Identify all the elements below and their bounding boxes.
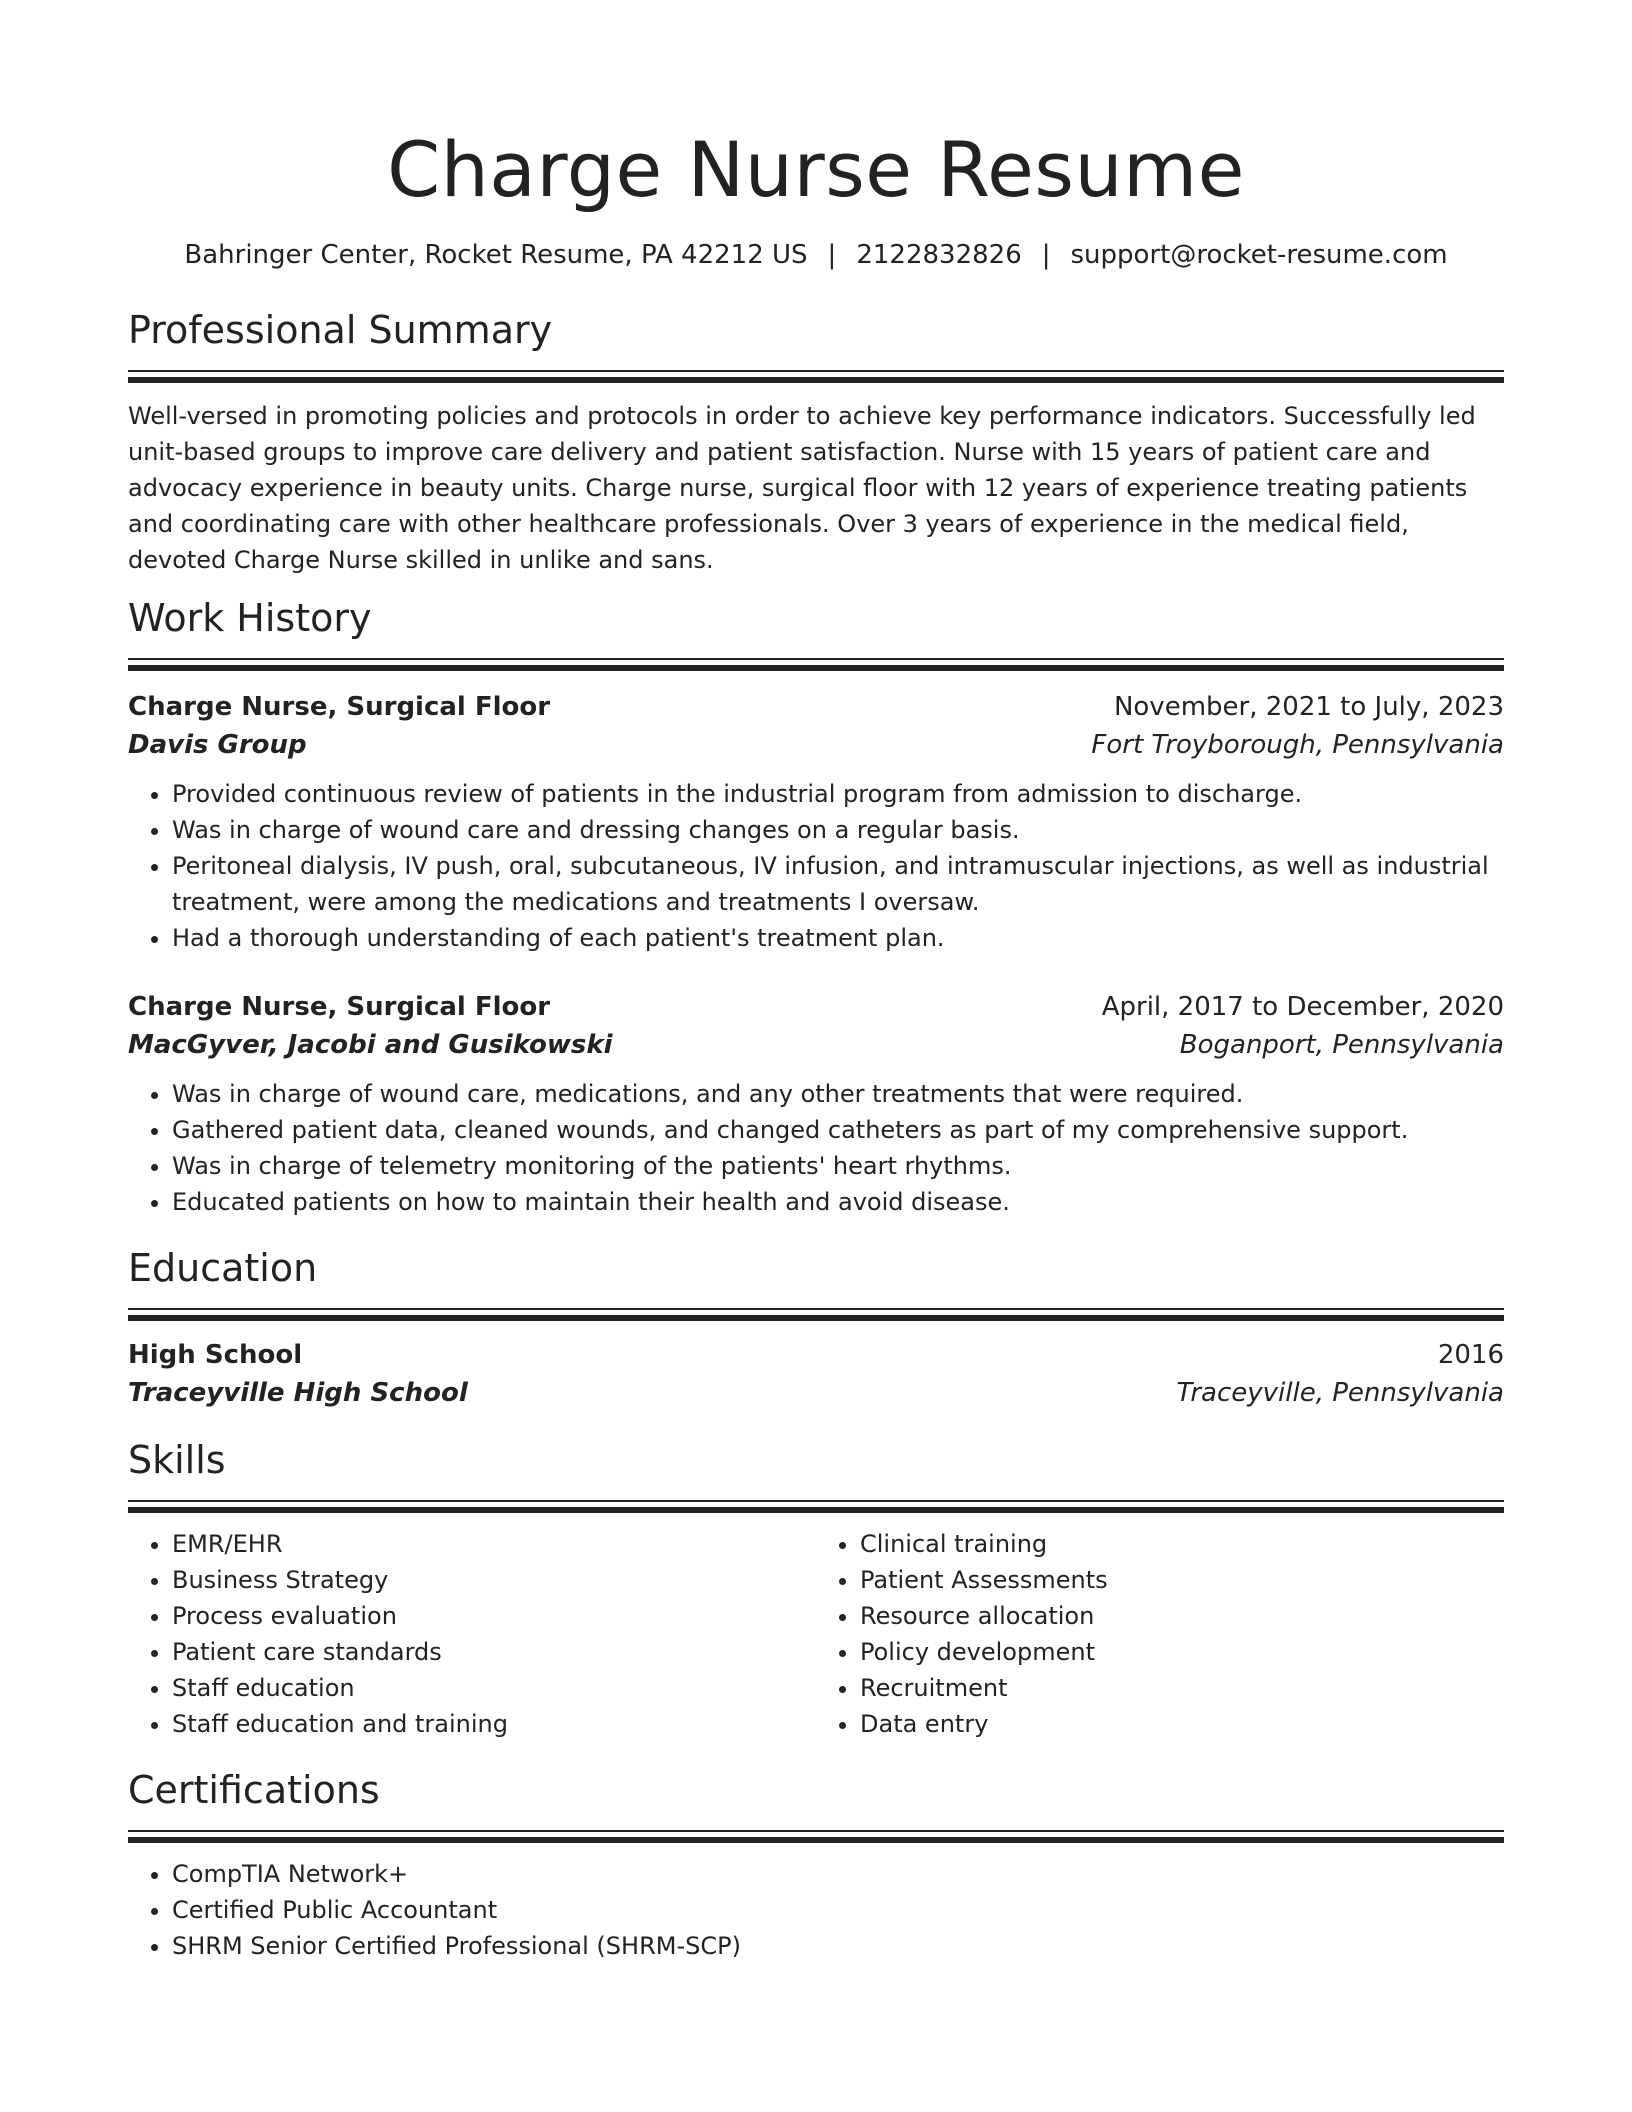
education-school: Traceyville High School bbox=[128, 1378, 468, 1408]
contact-phone: 2122832826 bbox=[856, 240, 1022, 270]
section-divider bbox=[128, 1500, 1504, 1514]
list-item: • EMR/EHR bbox=[172, 1526, 816, 1562]
contact-email: support@rocket-resume.com bbox=[1070, 240, 1448, 270]
summary-section bbox=[128, 306, 1504, 578]
skills-section bbox=[128, 1436, 1504, 1742]
list-item: • SHRM Senior Certified Professional (SHRM-SCP) bbox=[172, 1928, 1504, 1964]
list-item: • Gathered patient data, cleaned wounds, and changed catheters as part of my comprehensive support. bbox=[172, 1112, 1504, 1148]
list-item: • Peritoneal dialysis, IV push, oral, subcutaneous, IV infusion, and intramuscular injections, as well as industrial treatment, were among the medications and treatments I oversaw. bbox=[172, 848, 1504, 920]
section-divider bbox=[128, 1308, 1504, 1322]
job-location: Fort Troyborough, Pennsylvania bbox=[1091, 730, 1504, 760]
resume-title: Charge Nurse Resume bbox=[387, 125, 1245, 214]
skills-list-left bbox=[128, 1526, 816, 1742]
skills-columns bbox=[128, 1514, 1504, 1742]
list-item: • Business Strategy bbox=[172, 1562, 816, 1598]
contact-address: Bahringer Center, Rocket Resume, PA 42212 US bbox=[184, 240, 808, 270]
section-heading: Education bbox=[128, 1246, 318, 1290]
education-degree: High School bbox=[128, 1340, 303, 1370]
list-item: • Staff education and training bbox=[172, 1706, 816, 1742]
job-dates: November, 2021 to July, 2023 bbox=[1113, 692, 1504, 722]
job-entry bbox=[128, 988, 1504, 1220]
job-company: MacGyver, Jacobi and Gusikowski bbox=[128, 1030, 613, 1060]
certifications-list bbox=[128, 1856, 1504, 1964]
list-item: • Patient Assessments bbox=[860, 1562, 1504, 1598]
list-item: • Was in charge of telemetry monitoring of the patients' heart rhythms. bbox=[172, 1148, 1504, 1184]
job-dates: April, 2017 to December, 2020 bbox=[1101, 992, 1504, 1022]
job-company: Davis Group bbox=[128, 730, 307, 760]
list-item: • Clinical training bbox=[860, 1526, 1504, 1562]
list-item: • Certified Public Accountant bbox=[172, 1892, 1504, 1928]
list-item: • Process evaluation bbox=[172, 1598, 816, 1634]
section-heading: Skills bbox=[128, 1438, 226, 1482]
job-header bbox=[128, 988, 1504, 1026]
list-item: • Had a thorough understanding of each patient's treatment plan. bbox=[172, 920, 1504, 956]
skills-list-right bbox=[816, 1526, 1504, 1742]
section-divider bbox=[128, 370, 1504, 384]
job-title: Charge Nurse, Surgical Floor bbox=[128, 692, 551, 722]
job-bullets bbox=[128, 776, 1504, 956]
summary-text: Well-versed in promoting policies and protocols in order to achieve key performance indicators. Successfully led unit-based groups to improve care delivery and patient satisfaction. Nurse with 15 years of patient care and advocacy experience in beauty units. Charge nurse, surgical floor with 12 years of experience treating patients and coordinating care with other healthcare professionals. Over 3 years of experience in the medical field, devoted Charge Nurse skilled in unlike and sans. bbox=[128, 402, 1476, 574]
list-item: • CompTIA Network+ bbox=[172, 1856, 1504, 1892]
job-title: Charge Nurse, Surgical Floor bbox=[128, 992, 551, 1022]
list-item: • Data entry bbox=[860, 1706, 1504, 1742]
list-item: • Staff education bbox=[172, 1670, 816, 1706]
list-item: • Provided continuous review of patients in the industrial program from admission to discharge. bbox=[172, 776, 1504, 812]
education-location: Traceyville, Pennsylvania bbox=[1176, 1378, 1504, 1408]
list-item: • Educated patients on how to maintain their health and avoid disease. bbox=[172, 1184, 1504, 1220]
job-location: Boganport, Pennsylvania bbox=[1179, 1030, 1504, 1060]
certifications-section bbox=[128, 1766, 1504, 1964]
job-header bbox=[128, 688, 1504, 726]
education-header bbox=[128, 1336, 1504, 1374]
list-item: • Was in charge of wound care, medications, and any other treatments that were required. bbox=[172, 1076, 1504, 1112]
job-subheader bbox=[128, 726, 1504, 764]
contact-separator: | bbox=[827, 240, 837, 270]
job-subheader bbox=[128, 1026, 1504, 1064]
list-item: • Resource allocation bbox=[860, 1598, 1504, 1634]
section-heading: Work History bbox=[128, 596, 372, 640]
list-item: • Patient care standards bbox=[172, 1634, 816, 1670]
education-section bbox=[128, 1244, 1504, 1412]
contact-separator: | bbox=[1041, 240, 1051, 270]
section-divider bbox=[128, 1830, 1504, 1844]
list-item: • Was in charge of wound care and dressing changes on a regular basis. bbox=[172, 812, 1504, 848]
work-section bbox=[128, 594, 1504, 1220]
job-entry bbox=[128, 688, 1504, 956]
contact-line bbox=[128, 238, 1504, 272]
list-item: • Policy development bbox=[860, 1634, 1504, 1670]
section-heading: Certifications bbox=[128, 1768, 380, 1812]
education-year: 2016 bbox=[1437, 1340, 1504, 1370]
section-divider bbox=[128, 658, 1504, 672]
list-item: • Recruitment bbox=[860, 1670, 1504, 1706]
education-subheader bbox=[128, 1374, 1504, 1412]
job-bullets bbox=[128, 1076, 1504, 1220]
section-heading: Professional Summary bbox=[128, 308, 553, 352]
